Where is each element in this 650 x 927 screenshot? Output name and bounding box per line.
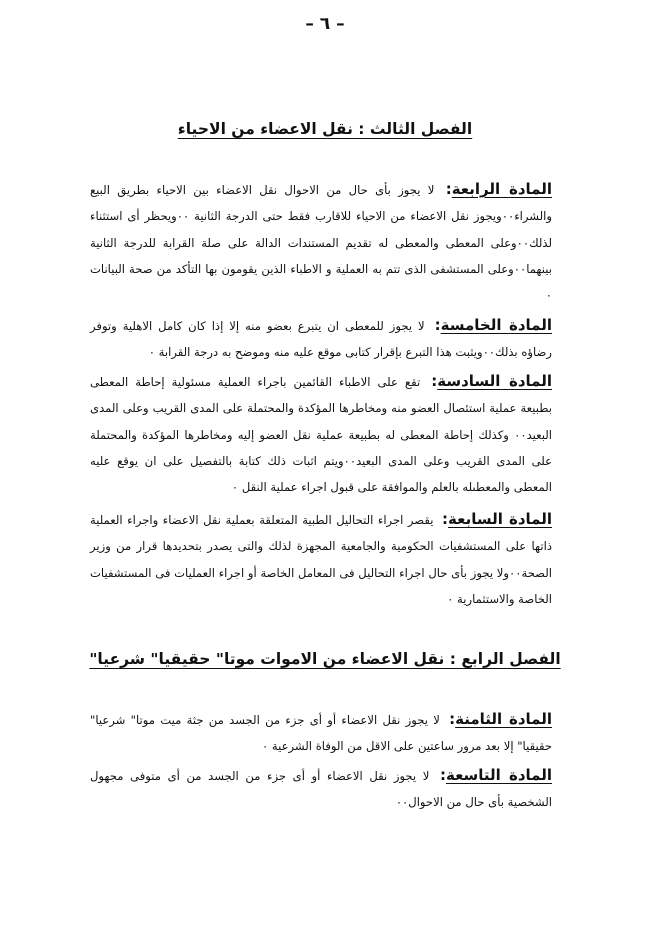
article-4-label: المادة الرابعة [451,180,552,198]
article-5-label: المادة الخامسة [440,316,553,334]
article-4-text: لا يجوز بأى حال من الاحوال نقل الاعضاء بين الاحياء بطريق البيع والشراء٠٠ويجوز نقل الاعضاء من الاحياء للاقارب فقط حتى الدرجة الثانية ٠٠ويحظر أى استثناء لذلك٠٠وعلى المعطى والمعطى له تقديم المستندات الدالة على صلة القرابة للدرجة الثانية بينهما٠٠وعلى المستشفى الذى تتم به العملية و الاطباء الذين يقومون بها التأكد من صحة البيانات ٠ [90,183,552,303]
article-6-label: المادة السادسة [437,372,552,390]
chapter-3-title: الفصل الثالث : نقل الاعضاء من الاحياء [177,120,473,138]
article-7-text: يقصر اجراء التحاليل الطبية المتعلقة بعملية نقل الاعضاء واجراء العملية ذاتها على المستشفيات الحكومية والجامعية المجهزة لذلك والتى يصدر بتحديدها قرار من وزير الصحة٠٠ولا يجوز بأى حال اجراء التحاليل فى المعامل الخاصة أو اجراء العمليات فى المستشفيات الخاصة والاستثمارية ٠ [90,513,552,606]
article-8-text: لا يجوز نقل الاعضاء أو أى جزء من الجسد من جثة ميت موتا" شرعيا" حقيقيا" إلا بعد مرور ساعتين على الاقل من الوفاة الشرعية ٠ [90,713,552,754]
article-7-colon: : [442,510,449,528]
chapter-4-heading [0,650,650,668]
article-4 [90,176,552,308]
article-8-label: المادة الثامنة [455,710,552,728]
article-9 [90,762,552,816]
page-number: – ٦ – [305,14,345,34]
article-5 [90,312,552,366]
article-8-colon: : [449,710,456,728]
chapter-4-title: الفصل الرابع : نقل الاعضاء من الاموات موتا" حقيقيا" شرعيا" [89,650,561,668]
article-6-colon: : [431,372,438,390]
article-7-label: المادة السابعة [448,510,552,528]
article-9-text: لا يجوز نقل الاعضاء أو أى جزء من الجسد من أى متوفى مجهول الشخصية بأى حال من الاحوال٠٠ [90,769,552,810]
article-5-text: لا يجوز للمعطى ان يتبرع بعضو منه إلا إذا كان كامل الاهلية وتوفر رضاؤه بذلك٠٠ويثبت هذا التبرع بإقرار كتابى موقع عليه منه وموضح به درجة القرابة ٠ [90,319,552,360]
chapter-3-heading [0,120,650,138]
article-6-text: تقع على الاطباء القائمين باجراء العملية مسئولية إحاطة المعطى بطبيعة عملية استئصال العضو منه ومخاطرها المؤكدة والمحتملة على المدى القريب وعلى المدى البعيد٠٠ وكذلك إحاطة المعطى له بطبيعة عملية نقل العضو إليه ومخاطرها المؤكدة والمحتملة على المدى القريب وعلى المدى البعيد٠٠ويتم اثبات ذلك كتابة بالتفصيل على ان يوقع عليه المعطى والمعطىله بالعلم والموافقة على قبول اجراء عملية النقل ٠ [90,375,553,495]
article-9-label: المادة التاسعة [445,766,552,784]
article-5-colon: : [434,316,441,334]
article-6 [90,368,552,500]
article-9-colon: : [439,766,446,784]
article-7 [90,506,552,612]
article-8 [90,706,552,760]
article-4-colon: : [445,180,452,198]
